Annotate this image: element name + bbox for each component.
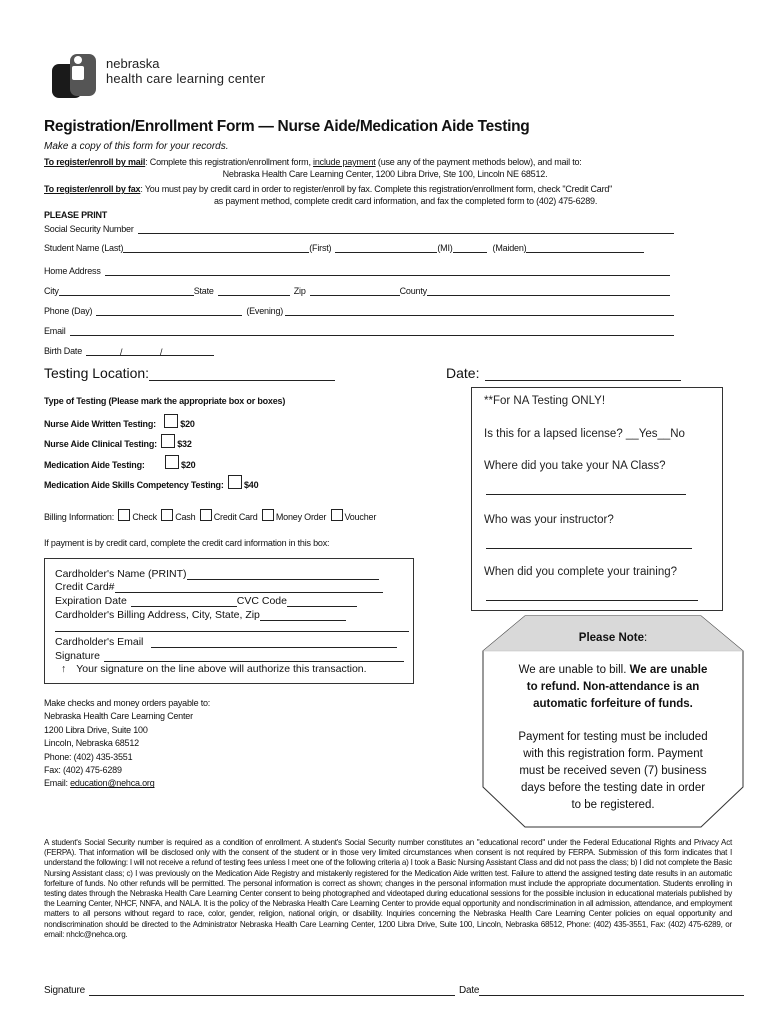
mail-address: Nebraska Health Care Learning Center, 1200 Libra Drive, Ste 100, Lincoln NE 68512. xyxy=(222,169,548,179)
test-option-na-clinical: Nurse Aide Clinical Testing: $32 xyxy=(44,434,192,449)
state-input[interactable] xyxy=(218,285,290,296)
page-title: Registration/Enrollment Form — Nurse Aide/Medication Aide Testing xyxy=(44,118,530,135)
cc-exp-input[interactable] xyxy=(131,596,237,607)
na-lapsed: Is this for a lapsed license? __Yes__No xyxy=(484,428,685,440)
na-clinical-checkbox[interactable] xyxy=(161,434,175,448)
footer-date-input[interactable] xyxy=(479,985,744,996)
cc-note: If payment is by credit card, complete the credit card information in this box: xyxy=(44,538,330,548)
logo-line2: health care learning center xyxy=(106,71,266,86)
cc-signature-row: Signature xyxy=(55,650,404,662)
birth-date-input[interactable]: / / xyxy=(86,345,214,356)
cc-name-row: Cardholder's Name (PRINT) xyxy=(55,568,379,580)
name-row: Student Name (Last) (First) (MI) (Maiden) xyxy=(44,242,674,253)
na-when-input[interactable] xyxy=(486,590,698,601)
cc-signature-input[interactable] xyxy=(104,651,404,662)
mail-instructions: To register/enroll by mail: Complete this registration/enrollment form, include payment (use any of the payment methods below), and mail to: xyxy=(44,157,582,167)
cc-billing-input[interactable] xyxy=(260,610,346,621)
date-row: Date: xyxy=(446,365,681,381)
cc-number-input[interactable] xyxy=(115,582,383,593)
test-option-med-aide: Medication Aide Testing: $20 xyxy=(44,455,195,470)
county-input[interactable] xyxy=(427,285,670,296)
cc-name-input[interactable] xyxy=(187,569,379,580)
arrow-up-icon: ↑ xyxy=(61,663,67,675)
fine-print: A student's Social Security number is required as a condition of enrollment. A student's Social Security number constitutes an "educational record" under the Federal Educational Rights and Privacy Act (FERPA). That information will be disclosed only with the consent of the student or in those very limited circumstances when consent is not required by FERPA. Submission of this form indicates that I understand the following: I will not receive a refund of testing fees unless I meet one of the following criteria a) I took a Basic Nursing Assistant Class and did not pass the class; b) I did not complete the Basic Nursing Assistant class; c) I was previously on the Medication Aide Registry and mistakenly registered for the Medication Aide written test. Failure to attend the assigned testing date results in an automatic forfeiture of funds. No other refunds will be permitted. The personal information is correct as shown; changes in the personal information must include the appropriate documentation. Students enrolling in testing dates through the Nebraska Health Care Learning Center consent to being photographed and videotaped during educational sessions for the possible inclusion in educational materials published by the Learning Center, NHCF, NNFA, and NALA. It is the policy of the Nebraska Health Care Learning Center to provide equal opportunity and nondiscrimination in all admission, attendance, and employment matters to all persons without regard to race, color, gender, religion, national origin, or disability. Inquiries concerning the Nebraska Health Care Learning Center policies on equal opportunity and nondiscrimination should be directed to the Administrator Nebraska Health Care Learning Center, 1200 Libra Drive, Suite 100, Lincoln, Nebraska 68512, Phone: (402) 435-3551, Fax: (402) 475-6289, or email: nhclc@nehca.org. xyxy=(44,838,732,939)
footer-signature-row: Signature Date xyxy=(44,985,744,996)
billing-check-checkbox[interactable] xyxy=(118,509,130,521)
payable-email-link[interactable]: education@nehca.org xyxy=(70,778,155,789)
billing-credit-checkbox[interactable] xyxy=(200,509,212,521)
phone-evening-input[interactable] xyxy=(285,305,674,316)
med-aide-checkbox[interactable] xyxy=(165,455,179,469)
fax-instructions: To register/enroll by fax: You must pay by credit card in order to register/enroll by fax. Complete this registration/enrollment form, check "Credit Card" xyxy=(44,184,613,194)
cc-number-row: Credit Card# xyxy=(55,581,383,593)
cc-cvc-input[interactable] xyxy=(287,596,357,607)
payable-block: Make checks and money orders payable to: Nebraska Health Care Learning Center 1200 Libra Drive, Suite 100 Lincoln, Nebraska 68512 Phone: (402) 435-3551 Fax: (402) 475-6289 Email: education@nehca.org xyxy=(44,698,211,789)
home-address-input[interactable] xyxy=(105,265,670,276)
billing-row: Billing Information: Check Cash Credit Card Money Order Voucher xyxy=(44,509,376,522)
na-where-input[interactable] xyxy=(486,484,686,495)
please-print: PLEASE PRINT xyxy=(44,210,108,220)
billing-money-order-checkbox[interactable] xyxy=(262,509,274,521)
logo-line1: nebraska xyxy=(106,56,160,71)
na-testing-box xyxy=(471,387,723,611)
testing-location-input[interactable] xyxy=(149,366,335,381)
med-skills-checkbox[interactable] xyxy=(228,475,242,489)
na-instructor-input[interactable] xyxy=(486,538,692,549)
cc-email-row: Cardholder's Email xyxy=(55,636,397,648)
note-body: We are unable to bill. We are unable to refund. Non-attendance is an automatic forfeiture of funds. Payment for testing must be included with this registration form. Payment must be received seven (7) business days before the testing date in order to be registered. xyxy=(518,664,708,811)
cc-exp-row: Expiration Date CVC Code xyxy=(55,595,357,607)
city-row: City State Zip County xyxy=(44,285,670,296)
na-instructor: Who was your instructor? xyxy=(484,514,614,526)
logo xyxy=(50,52,290,102)
address-row: Home Address xyxy=(44,265,670,276)
cc-email-input[interactable] xyxy=(151,637,397,648)
last-name-input[interactable] xyxy=(123,242,309,253)
cc-billing-input-2[interactable] xyxy=(55,621,409,632)
city-input[interactable] xyxy=(59,285,194,296)
please-note-octagon xyxy=(482,615,744,828)
type-heading: Type of Testing (Please mark the appropriate box or boxes) xyxy=(44,396,286,406)
test-option-med-skills: Medication Aide Skills Competency Testing: $40 xyxy=(44,475,258,490)
na-when: When did you complete your training? xyxy=(484,566,678,578)
na-where: Where did you take your NA Class? xyxy=(484,460,666,472)
phone-row: Phone (Day) (Evening) xyxy=(44,305,674,316)
testing-date-input[interactable] xyxy=(485,366,681,381)
na-written-checkbox[interactable] xyxy=(164,414,178,428)
mi-input[interactable] xyxy=(453,242,487,253)
logo-mark-icon xyxy=(50,52,100,102)
footer-signature-input[interactable] xyxy=(89,985,455,996)
birth-row: Birth Date / / xyxy=(44,345,214,356)
maiden-input[interactable] xyxy=(526,242,644,253)
fax-details: as payment method, complete credit card information, and fax the completed form to (402) 475-6289. xyxy=(214,196,598,206)
copy-note: Make a copy of this form for your records. xyxy=(44,141,229,152)
email-row: Email xyxy=(44,325,674,336)
billing-cash-checkbox[interactable] xyxy=(161,509,173,521)
ssn-row: Social Security Number xyxy=(44,223,674,234)
ssn-input[interactable] xyxy=(138,223,674,234)
note-heading: Please Note: xyxy=(578,632,648,644)
zip-input[interactable] xyxy=(310,285,400,296)
credit-card-box xyxy=(44,558,414,684)
billing-voucher-checkbox[interactable] xyxy=(331,509,343,521)
na-heading: **For NA Testing ONLY! xyxy=(484,395,606,407)
testing-location-row: Testing Location: xyxy=(44,365,335,381)
cc-billing-row: Cardholder's Billing Address, City, State, Zip xyxy=(55,609,346,621)
email-input[interactable] xyxy=(70,325,674,336)
cc-sig-note: ↑ Your signature on the line above will authorize this transaction. xyxy=(61,663,367,675)
phone-day-input[interactable] xyxy=(96,305,242,316)
test-option-na-written: Nurse Aide Written Testing: $20 xyxy=(44,414,195,429)
first-name-input[interactable] xyxy=(335,242,437,253)
